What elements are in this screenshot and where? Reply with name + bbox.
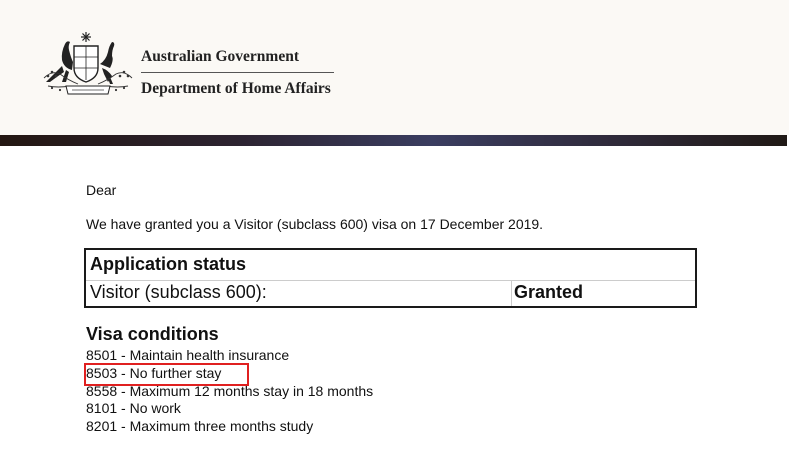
condition-highlight-box bbox=[84, 363, 249, 386]
coat-of-arms-icon bbox=[40, 30, 136, 98]
visa-conditions-heading: Visa conditions bbox=[86, 324, 219, 344]
header-color-bar bbox=[0, 135, 787, 146]
table-column-divider bbox=[511, 280, 512, 306]
condition-item: 8101 - No work bbox=[86, 400, 181, 417]
header-divider bbox=[141, 72, 334, 73]
condition-item: 8501 - Maintain health insurance bbox=[86, 347, 290, 363]
visa-conditions-list bbox=[86, 347, 373, 436]
letter-greeting: Dear bbox=[86, 182, 117, 198]
condition-item: 8503 - No further stay bbox=[86, 364, 222, 381]
government-name: Australian Government bbox=[141, 48, 300, 65]
status-value: Granted bbox=[514, 282, 584, 302]
condition-item: 8558 - Maximum 12 months stay in 18 months bbox=[86, 382, 374, 399]
letterhead bbox=[0, 0, 789, 135]
table-row-divider bbox=[86, 280, 695, 281]
grant-statement: We have granted you a Visitor (subclass 600) visa on 17 December 2019. bbox=[86, 216, 544, 232]
condition-item: 8201 - Maximum three months study bbox=[86, 418, 314, 435]
visa-subclass-label: Visitor (subclass 600): bbox=[90, 282, 267, 302]
department-name: Department of Home Affairs bbox=[141, 80, 331, 97]
application-status-heading: Application status bbox=[90, 254, 247, 274]
application-status-table bbox=[84, 248, 697, 308]
